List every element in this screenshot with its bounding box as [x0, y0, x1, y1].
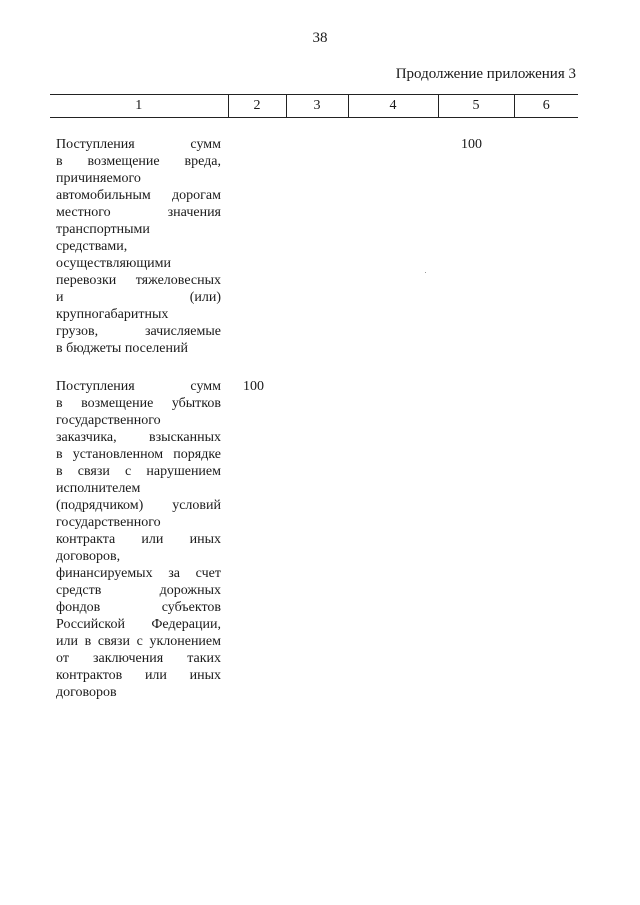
row-2-line: (подрядчиком) условий — [56, 498, 221, 513]
row-2-line: в возмещение убытков — [56, 396, 221, 411]
appendix-continuation-label: Продолжение приложения 3 — [395, 66, 576, 82]
row-2-line: или в связи с уклонением — [56, 634, 221, 649]
row-1-line: крупногабаритных — [56, 307, 169, 322]
row-2-line: финансируемых за счет — [56, 566, 221, 581]
row-2-line: исполнителем — [56, 481, 141, 496]
row-2-line: Российской Федерации, — [56, 617, 221, 632]
row-1-description — [56, 136, 221, 357]
row-1-line: в возмещение вреда, — [56, 154, 221, 169]
row-1-line: Поступления сумм — [56, 137, 221, 152]
row-2-line: фондов субъектов — [56, 600, 221, 615]
row-1-line: средствами, — [56, 239, 128, 254]
column-header-5: 5 — [438, 95, 514, 118]
row-2-line: в установленном порядке — [56, 447, 221, 462]
row-2-line: заказчика, взысканных — [56, 430, 221, 445]
row-2-line: договоров — [56, 685, 117, 700]
row-1-line: осуществляющими — [56, 256, 171, 271]
row-2-line: государственного — [56, 515, 161, 530]
row-2-line: контрактов или иных — [56, 668, 221, 683]
row-2-value-col-2: 100 — [243, 379, 264, 394]
row-1-line: причиняемого — [56, 171, 141, 186]
column-header-1: 1 — [135, 98, 143, 113]
row-1-line: перевозки тяжеловесных — [56, 273, 221, 288]
column-header-table — [50, 94, 578, 118]
row-2-line: контракта или иных — [56, 532, 221, 547]
row-1-line: грузов, зачисляемые — [56, 324, 221, 339]
page-number: 38 — [312, 30, 328, 46]
row-2-line: государственного — [56, 413, 161, 428]
row-1-line: транспортными — [56, 222, 150, 237]
row-1-line: и (или) — [56, 290, 221, 305]
row-2-line: Поступления сумм — [56, 379, 221, 394]
row-2-line: в связи с нарушением — [56, 464, 221, 479]
scan-speck — [425, 272, 426, 273]
row-2-line: договоров, — [56, 549, 121, 564]
column-header-2: 2 — [228, 95, 286, 118]
row-2-line: средств дорожных — [56, 583, 221, 598]
column-header-3: 3 — [286, 95, 348, 118]
row-2-description — [56, 378, 221, 701]
column-header-6: 6 — [514, 95, 578, 118]
row-2-line: от заключения таких — [56, 651, 221, 666]
row-1-value-col-5: 100 — [461, 137, 482, 152]
row-1-line: местного значения — [56, 205, 221, 220]
row-1-line: автомобильным дорогам — [56, 188, 221, 203]
column-header-4: 4 — [348, 95, 438, 118]
row-1-line: в бюджеты поселений — [56, 341, 188, 356]
